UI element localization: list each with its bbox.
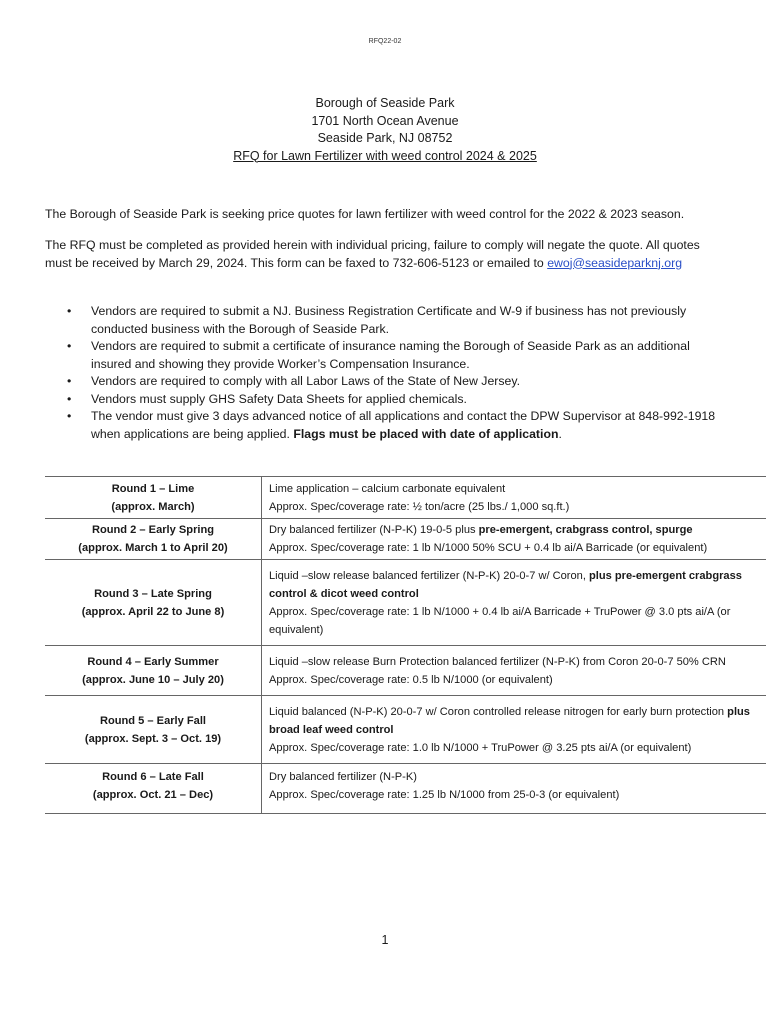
rounds-table (45, 476, 766, 814)
table-row (45, 696, 766, 764)
rfq-paragraph (45, 237, 725, 272)
round-cell: Round 1 – Lime (approx. March) (45, 477, 262, 519)
document-header (0, 95, 770, 165)
description-cell: Liquid balanced (N-P-K) 20-0-7 w/ Coron controlled release nitrogen for early burn protection plus broad leaf weed control Approx. Spec/coverage rate: 1.0 lb N/1000 + TruPower @ 3.25 pts ai/A (or equivalent) (262, 696, 767, 764)
table-row (45, 764, 766, 814)
round-cell: Round 6 – Late Fall (approx. Oct. 21 – Dec) (45, 764, 262, 814)
header-line-3: Seaside Park, NJ 08752 (317, 131, 453, 145)
round-cell: Round 4 – Early Summer (approx. June 10 – July 20) (45, 646, 262, 696)
description-cell: Liquid –slow release Burn Protection balanced fertilizer (N-P-K) from Coron 20-0-7 50% CRN Approx. Spec/coverage rate: 0.5 lb N/1000 (or equivalent) (262, 646, 767, 696)
list-item: • Vendors are required to submit a certificate of insurance naming the Borough of Seaside Park as an additional insured and showing they provide Worker’s Compensation Insurance. (67, 339, 690, 371)
description-cell: Lime application – calcium carbonate equivalent Approx. Spec/coverage rate: ½ ton/acre (25 lbs./ 1,000 sq.ft.) (262, 477, 767, 519)
requirements-list (45, 303, 725, 443)
bullet-icon: • (67, 304, 72, 318)
table-row (45, 560, 766, 646)
round-cell: Round 2 – Early Spring (approx. March 1 to April 20) (45, 519, 262, 560)
header-line-2: 1701 North Ocean Avenue (311, 113, 459, 128)
page-number: 1 (381, 933, 389, 947)
email-link[interactable]: ewoj@seasideparknj.org (547, 255, 683, 270)
description-cell: Dry balanced fertilizer (N-P-K) Approx. Spec/coverage rate: 1.25 lb N/1000 from 25-0-3 (or equivalent) (262, 764, 767, 814)
table-row (45, 477, 766, 519)
bullet-icon: • (67, 409, 72, 423)
bullet-icon: • (67, 339, 72, 353)
list-item: • Vendors are required to comply with all Labor Laws of the State of New Jersey. (45, 373, 725, 391)
document-code: RFQ22-02 (368, 38, 402, 45)
header-line-1: Borough of Seaside Park (315, 96, 455, 110)
intro-paragraph: The Borough of Seaside Park is seeking price quotes for lawn fertilizer with weed control for the 2022 & 2023 season. (45, 207, 685, 221)
document-title: RFQ for Lawn Fertilizer with weed control 2024 & 2025 (233, 148, 537, 163)
table-row (45, 519, 766, 560)
table-row (45, 646, 766, 696)
list-item: • Vendors are required to submit a NJ. Business Registration Certificate and W-9 if business has not previously conducted business with the Borough of Seaside Park. (67, 304, 687, 336)
description-cell: Dry balanced fertilizer (N-P-K) 19-0-5 plus pre-emergent, crabgrass control, spurge Approx. Spec/coverage rate: 1 lb N/1000 50% SCU + 0.4 lb ai/A Barricade (or equivalent) (262, 519, 767, 560)
bullet-icon: • (67, 391, 72, 406)
round-cell: Round 3 – Late Spring (approx. April 22 to June 8) (45, 560, 262, 646)
bullet-icon: • (67, 374, 72, 388)
rfq-text: The RFQ must be completed as provided herein with individual pricing, failure to comply will negate the quote. All quotes must be received by March 29, 2024. This form can be faxed to 732-606-5123 or emailed to (45, 238, 700, 270)
round-cell: Round 5 – Early Fall (approx. Sept. 3 – Oct. 19) (45, 696, 262, 764)
list-item: • Vendors must supply GHS Safety Data Sheets for applied chemicals. (45, 391, 725, 409)
list-item: • The vendor must give 3 days advanced notice of all applications and contact the DPW Supervisor at 848-992-1918 when applications are being applied. Flags must be placed with date of application. (67, 409, 716, 441)
flags-notice: Flags must be placed with date of application (293, 426, 559, 441)
description-cell: Liquid –slow release balanced fertilizer (N-P-K) 20-0-7 w/ Coron, plus pre-emergent crabgrass control & dicot weed control Approx. Spec/coverage rate: 1 lb N/1000 + 0.4 lb ai/A Barricade + TruPower @ 3.0 pts ai/A (or equivalent) (262, 560, 767, 646)
